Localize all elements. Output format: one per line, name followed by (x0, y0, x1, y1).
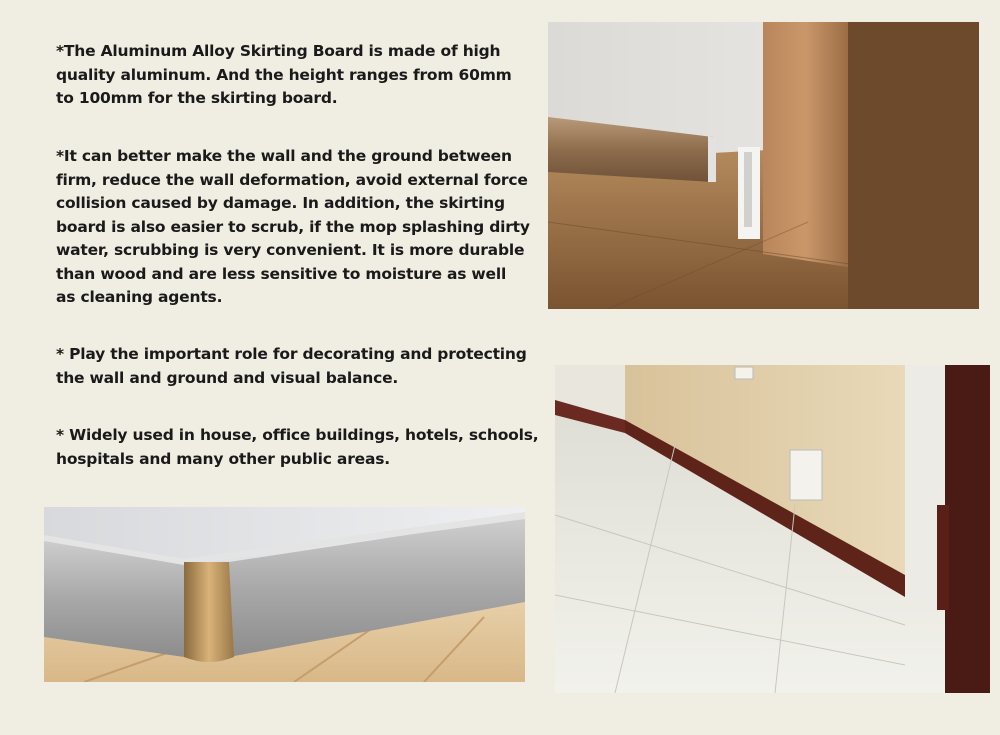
benefits-paragraph: *It can better make the wall and the ground between firm, reduce the wall deformation, avoid external force collision caused by damage. In addition, the skirting board is also easier to scrub, if the mop splashing dirty water, scrubbing is very convenient. It is more durable than wood and are less sensitive to moisture as well as cleaning agents. (56, 147, 530, 306)
decoration-paragraph: * Play the important role for decorating and protecting the wall and ground and visual balance. (56, 345, 527, 387)
skirting-photo-door (548, 22, 979, 309)
intro-paragraph: *The Aluminum Alloy Skirting Board is made of high quality aluminum. And the height ranges from 60mm to 100mm for the skirting board. (56, 42, 512, 107)
skirting-photo-corner (44, 507, 525, 682)
skirting-photo-tile-floor (555, 365, 990, 693)
usage-paragraph: * Widely used in house, office buildings, hotels, schools, hospitals and many other public areas. (56, 426, 539, 468)
